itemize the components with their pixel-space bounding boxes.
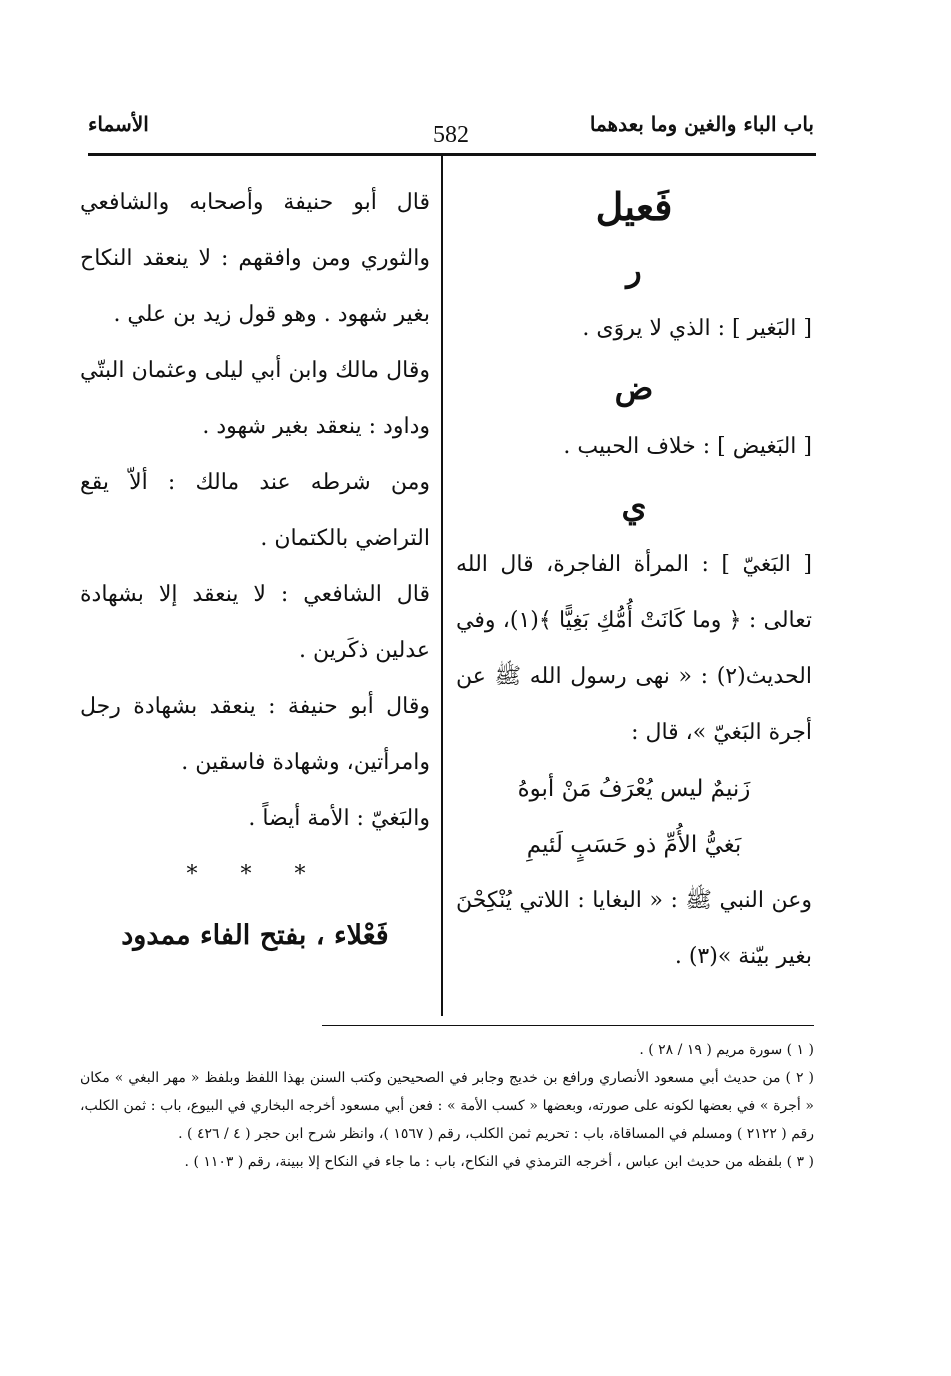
paragraph: قال أبو حنيفة وأصحابه والشافعي والثوري ومن وافقهم : لا ينعقد النكاح بغير شهود . وهو قول زيد بن علي . (80, 190, 430, 327)
page-number: 582 (433, 122, 469, 148)
entry-text: [ البَغيض ] : خلاف الحبيب . (563, 434, 812, 459)
next-pattern-heading: فَعْلاء ، بفتح الفاء ممدود (121, 920, 389, 951)
entry-text: [ البَغيّ ] : المرأة الفاجرة، قال الله تعالى : ﴿ وما كَانَتْ أُمُّكِ بَغِيًّا ﴾(١)، وفي الحديث(٢) : « نهى رسول الله ﷺ عن أجرة البَغيّ »، قال : (456, 552, 812, 745)
footnote-rule (322, 1025, 814, 1026)
right-column (456, 175, 812, 985)
footnote-1: ( ١ ) سورة مريم ( ١٩ / ٢٨ ) . (639, 1042, 814, 1058)
letter-heading-ya: ي (621, 487, 647, 525)
left-column (80, 175, 430, 969)
entry-text: [ البَغير ] : الذي لا يروَى . (582, 316, 812, 341)
hadith-text: وعن النبي ﷺ : « البغايا : اللاتي يُنْكِحْنَ بغير بيّنة »(٣) . (456, 888, 812, 969)
header-rule (88, 153, 816, 156)
section-separator: * * * (186, 862, 324, 887)
letter-heading-dad: ض (614, 369, 654, 407)
poem-verse-2: بَغيُّ الأُمِّ ذو حَسَبٍ لَئيمِ (526, 832, 742, 858)
footnote-2: ( ٢ ) من حديث أبي مسعود الأنصاري ورافع بن خديج وجابر في الصحيحين وكتب السنن بهذا اللفظ وبلفظ « مهر البغي » مكان « أجرة » في بعضها لكونه على صورته، وبعضها « كسب الأمة » : فعن أبي مسعود أخرجه البخاري في البيوع، باب : ثمن الكلب، رقم ( ٢١٢٢ ) ومسلم في المساقاة، باب : تحريم ثمن الكلب، رقم ( ١٥٦٧ )، وانظر شرح ابن حجر ( ٤ / ٤٢٦ ) . (80, 1070, 814, 1142)
pattern-heading: فَعيل (595, 184, 673, 229)
letter-heading-ra: ر (626, 251, 642, 289)
paragraph: وقال مالك وابن أبي ليلى وعثمان البتّي وداود : ينعقد بغير شهود . (80, 358, 430, 439)
footnote-3: ( ٣ ) بلفظه من حديث ابن عباس ، أخرجه الترمذي في النكاح، باب : ما جاء في النكاح إلا ببينة، رقم ( ١١٠٣ ) . (184, 1154, 814, 1170)
paragraph: ومن شرطه عند مالك : ألاّ يقع التراضي بالكتمان . (80, 470, 430, 551)
footnotes (80, 1036, 814, 1176)
poem-verse-1: زَنيمٌ ليس يُعْرَفُ مَنْ أبوهُ (517, 776, 751, 802)
paragraph: والبَغيّ : الأمة أيضاً . (248, 806, 430, 831)
paragraph: قال الشافعي : لا ينعقد إلا بشهادة عدلين ذكَرين . (80, 582, 430, 663)
running-header (88, 112, 814, 152)
chapter-title: باب الباء والغين وما بعدهما (589, 112, 814, 136)
column-divider (441, 156, 443, 1016)
section-title: الأسماء (88, 112, 149, 136)
paragraph: وقال أبو حنيفة : ينعقد بشهادة رجل وامرأتين، وشهادة فاسقين . (80, 694, 430, 775)
